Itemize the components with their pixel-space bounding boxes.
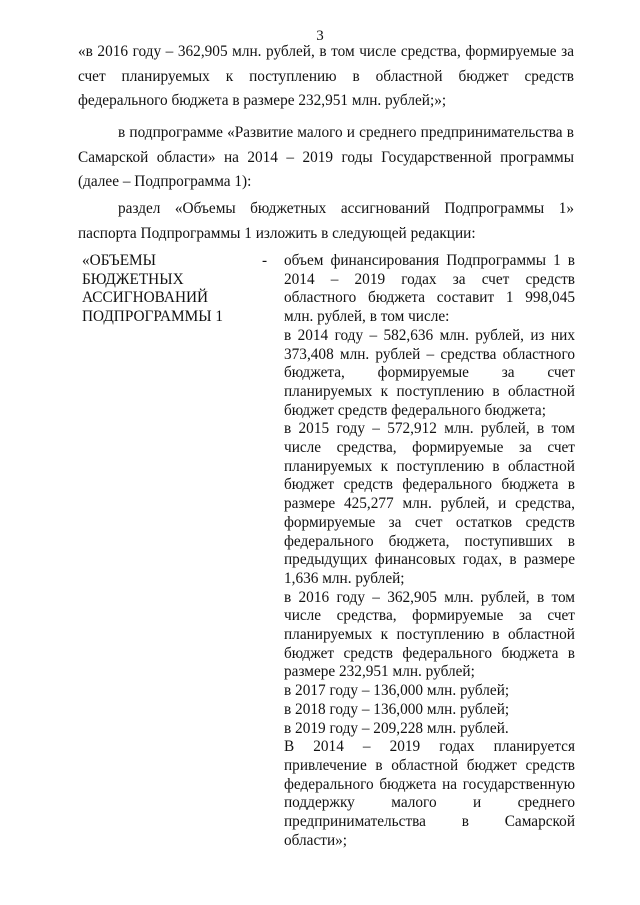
table-left-heading: «ОБЪЕМЫ БЮДЖЕТНЫХ АССИГНОВАНИЙ ПОДПРОГРАММЫ 1 xyxy=(82,252,224,326)
right-line-total: объем финансирования Подпрограммы 1 в 2014 – 2019 годах за счет средств областного бюджета составит 1 998,045 млн. рублей, в том числе: xyxy=(284,252,575,326)
right-line-2014: в 2014 году – 582,636 млн. рублей, из них 373,408 млн. рублей – средства областного бюджета, формируемые за счет планируемых к поступлению в областной бюджет средств федерального бюджета; xyxy=(284,326,575,419)
right-line-2015: в 2015 году – 572,912 млн. рублей, в том числе средства, формируемые за счет планируемых к поступлению в областной бюджет средств федерального бюджета в размере 425,277 млн. рублей, и средства, формируемые за счет остатков средств федерального бюджета, поступивших в предыдущих финансовых годах, в размере 1,636 млн. рублей; xyxy=(284,420,575,587)
right-line-2017: в 2017 году – 136,000 млн. рублей; xyxy=(284,682,510,700)
paragraph-2016-funding: «в 2016 году – 362,905 млн. рублей, в том числе средства, формируемые за счет планируемых к поступлению в областной бюджет средств федерального бюджета в размере 232,951 млн. рублей;»; xyxy=(78,43,574,109)
right-line-2019: в 2019 году – 209,228 млн. рублей. xyxy=(284,719,509,737)
paragraph-subprogram-title: в подпрограмме «Развитие малого и среднего предпринимательства в Самарской области» на 2014 – 2019 годы Государственной программы (далее – Подпрограмма 1): xyxy=(78,124,574,190)
right-line-2016: в 2016 году – 362,905 млн. рублей, в том числе средства, формируемые за счет планируемых к поступлению в областной бюджет средств федерального бюджета в размере 232,951 млн. рублей; xyxy=(284,588,575,681)
right-line-federal-attraction: В 2014 – 2019 годах планируется привлечение в областной бюджет средств федерального бюджета на государственную поддержку малого и среднего предпринимательства в Самарской области»; xyxy=(284,738,575,849)
paragraph-section-instruction: раздел «Объемы бюджетных ассигнований Подпрограммы 1» паспорта Подпрограммы 1 изложить в следующей редакции: xyxy=(78,200,574,242)
table-dash: - xyxy=(262,252,268,269)
table-right-column xyxy=(284,252,575,851)
page-number: 3 xyxy=(316,28,324,44)
right-line-2018: в 2018 году – 136,000 млн. рублей; xyxy=(284,700,510,718)
